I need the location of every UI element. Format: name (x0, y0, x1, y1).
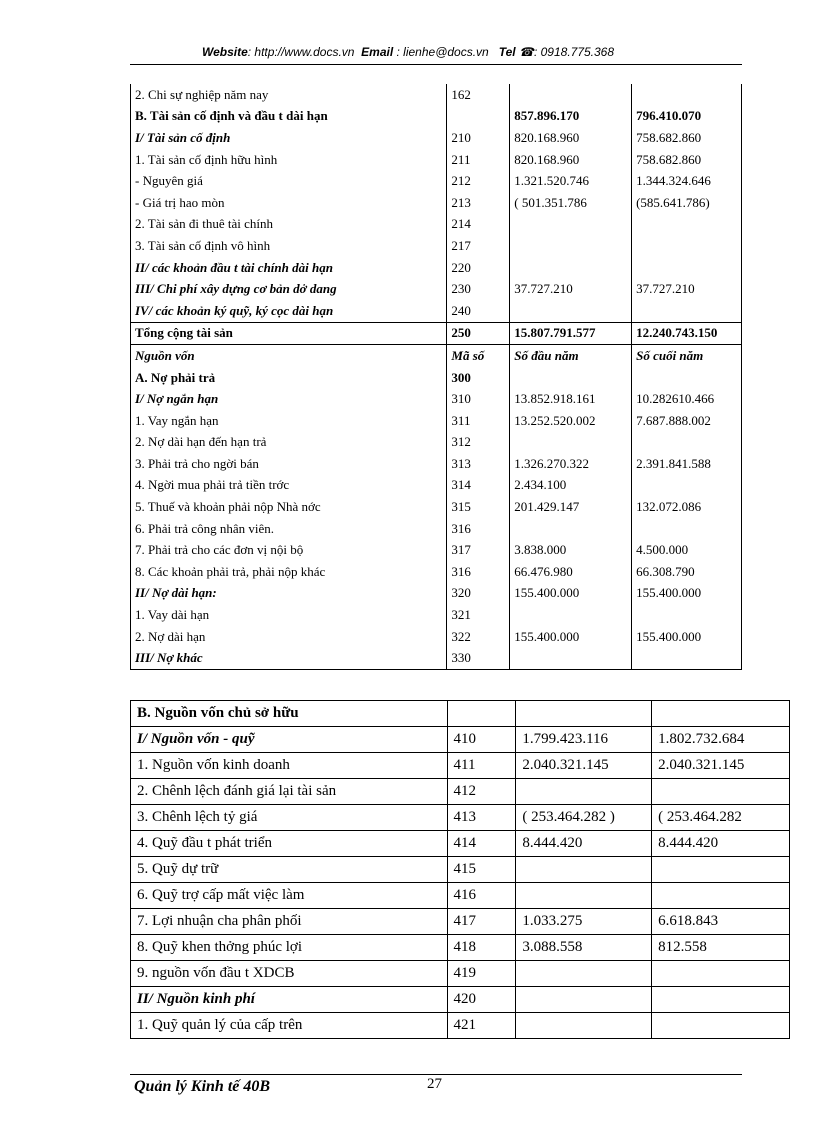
row-end-value (652, 779, 790, 805)
row-end-value (632, 235, 742, 257)
table-row (131, 626, 742, 648)
row-end-value (632, 214, 742, 236)
row-label: I/ Nợ ngắn hạn (131, 388, 447, 410)
row-start-value (510, 432, 632, 454)
row-start-value: 13.252.520.002 (510, 410, 632, 432)
row-code: 316 (447, 561, 510, 583)
row-code: 310 (447, 388, 510, 410)
row-start-value: 66.476.980 (510, 561, 632, 583)
row-code: 212 (447, 170, 510, 192)
row-start-value: 820.168.960 (510, 127, 632, 149)
row-label: - Nguyên giá (131, 170, 447, 192)
table-row (131, 753, 790, 779)
row-label: II/ Nguồn kinh phí (131, 987, 448, 1013)
row-end-value: 6.618.843 (652, 909, 790, 935)
phone-icon: ☎ (519, 45, 534, 59)
balance-sheet-table-2 (130, 700, 790, 1039)
table-row (131, 518, 742, 540)
table-row (131, 987, 790, 1013)
table-row (131, 214, 742, 236)
row-label: Tổng cộng tài sản (131, 322, 447, 345)
row-end-value (652, 701, 790, 727)
row-code: 213 (447, 192, 510, 214)
row-start-value (516, 987, 652, 1013)
row-code: 421 (447, 1013, 516, 1039)
row-label: 1. Tài sản cố định hữu hình (131, 149, 447, 171)
table-row (131, 345, 742, 367)
table-row (131, 909, 790, 935)
row-code: 413 (447, 805, 516, 831)
row-code: 214 (447, 214, 510, 236)
row-code: 321 (447, 604, 510, 626)
table-row (131, 453, 742, 475)
row-start-value (516, 1013, 652, 1039)
row-label: 9. nguồn vốn đầu t XDCB (131, 961, 448, 987)
row-label: 1. Vay dài hạn (131, 604, 447, 626)
row-code: 317 (447, 539, 510, 561)
row-code: 300 (447, 367, 510, 389)
row-end-value (632, 518, 742, 540)
row-start-value: 3.838.000 (510, 539, 632, 561)
email-label: Email (361, 45, 394, 59)
balance-sheet-table-1 (130, 84, 742, 670)
row-code (447, 701, 516, 727)
row-code: 412 (447, 779, 516, 805)
page-header (0, 45, 816, 59)
row-start-value (516, 857, 652, 883)
table-row (131, 779, 790, 805)
row-label: II/ các khoản đầu t tài chính dài hạn (131, 257, 447, 279)
row-code: 416 (447, 883, 516, 909)
row-start-value: 201.429.147 (510, 496, 632, 518)
row-start-value (510, 235, 632, 257)
row-label: A. Nợ phải trả (131, 367, 447, 389)
row-label: 8. Các khoản phải trả, phải nộp khác (131, 561, 447, 583)
row-end-value: 8.444.420 (652, 831, 790, 857)
row-code: 322 (447, 626, 510, 648)
row-code: 316 (447, 518, 510, 540)
row-code: 417 (447, 909, 516, 935)
tel-value: : 0918.775.368 (533, 45, 615, 59)
row-code: 217 (447, 235, 510, 257)
row-end-value: 812.558 (652, 935, 790, 961)
row-start-value: 1.321.520.746 (510, 170, 632, 192)
row-end-value: 155.400.000 (632, 626, 742, 648)
row-label: B. Nguồn vốn chủ sở hữu (131, 701, 448, 727)
table-row (131, 322, 742, 345)
row-end-value: 66.308.790 (632, 561, 742, 583)
table-row (131, 149, 742, 171)
page-number: 27 (427, 1076, 442, 1092)
row-label: 3. Tài sản cố định vô hình (131, 235, 447, 257)
row-end-value: 132.072.086 (632, 496, 742, 518)
table-row (131, 701, 790, 727)
row-start-value: 155.400.000 (510, 626, 632, 648)
row-code: 311 (447, 410, 510, 432)
row-start-value (516, 883, 652, 909)
row-code: 250 (447, 322, 510, 345)
table-row (131, 367, 742, 389)
row-code: 419 (447, 961, 516, 987)
table-row (131, 539, 742, 561)
row-start-value (510, 647, 632, 669)
table-row (131, 278, 742, 300)
row-end-value: 12.240.743.150 (632, 322, 742, 345)
row-start-value (510, 518, 632, 540)
row-end-value (632, 475, 742, 497)
row-label: B. Tài sản cố định và đầu t dài hạn (131, 106, 447, 128)
row-start-value: 2.040.321.145 (516, 753, 652, 779)
row-label: 1. Vay ngắn hạn (131, 410, 447, 432)
table-row (131, 235, 742, 257)
table-row (131, 106, 742, 128)
tel-label: Tel (498, 45, 516, 59)
row-start-value: 3.088.558 (516, 935, 652, 961)
row-code: 240 (447, 300, 510, 322)
row-end-value: 796.410.070 (632, 106, 742, 128)
table-row (131, 300, 742, 322)
row-label: 4. Ngời mua phải trả tiền trớc (131, 475, 447, 497)
table-row (131, 961, 790, 987)
table-row (131, 561, 742, 583)
row-code: 313 (447, 453, 510, 475)
row-label: 6. Phải trả công nhân viên. (131, 518, 447, 540)
table-row (131, 604, 742, 626)
row-start-value (516, 701, 652, 727)
row-start-value (510, 300, 632, 322)
table-row (131, 475, 742, 497)
table-row (131, 388, 742, 410)
row-label: 7. Phải trả cho các đơn vị nội bộ (131, 539, 447, 561)
row-label: 2. Chi sự nghiệp năm nay (131, 84, 447, 106)
row-label: 3. Chênh lệch tỷ giá (131, 805, 448, 831)
table-row (131, 170, 742, 192)
table-row (131, 84, 742, 106)
website-label: Website (201, 45, 248, 59)
table-row (131, 647, 742, 669)
row-label: 7. Lợi nhuận cha phân phối (131, 909, 448, 935)
row-end-value (632, 257, 742, 279)
row-start-value (516, 779, 652, 805)
row-end-value (632, 432, 742, 454)
row-start-value: 15.807.791.577 (510, 322, 632, 345)
row-code: 420 (447, 987, 516, 1013)
row-label: 1. Nguồn vốn kinh doanh (131, 753, 448, 779)
row-start-value (510, 367, 632, 389)
row-start-value: Số đầu năm (510, 345, 632, 367)
row-code: 418 (447, 935, 516, 961)
row-start-value: 155.400.000 (510, 583, 632, 605)
row-label: 1. Quỹ quản lý của cấp trên (131, 1013, 448, 1039)
table-row (131, 496, 742, 518)
table-row (131, 805, 790, 831)
row-start-value (510, 214, 632, 236)
row-end-value: 10.282610.466 (632, 388, 742, 410)
row-label: 2. Nợ dài hạn đến hạn trả (131, 432, 447, 454)
table-row (131, 857, 790, 883)
row-code: 220 (447, 257, 510, 279)
row-label: 6. Quỹ trợ cấp mất việc làm (131, 883, 448, 909)
table-row (131, 410, 742, 432)
row-end-value: Số cuối năm (632, 345, 742, 367)
row-start-value (510, 84, 632, 106)
row-end-value (652, 883, 790, 909)
row-label: IV/ các khoản ký quỹ, ký cọc dài hạn (131, 300, 447, 322)
row-code: 415 (447, 857, 516, 883)
row-end-value: 758.682.860 (632, 127, 742, 149)
row-code (447, 106, 510, 128)
row-end-value: ( 253.464.282 (652, 805, 790, 831)
row-start-value: 2.434.100 (510, 475, 632, 497)
row-code: Mã số (447, 345, 510, 367)
table-row (131, 432, 742, 454)
row-code: 211 (447, 149, 510, 171)
row-code: 314 (447, 475, 510, 497)
row-end-value: 37.727.210 (632, 278, 742, 300)
footer-divider (130, 1074, 742, 1075)
row-code: 410 (447, 727, 516, 753)
table-row (131, 127, 742, 149)
row-start-value: 37.727.210 (510, 278, 632, 300)
table-row (131, 583, 742, 605)
row-start-value: 8.444.420 (516, 831, 652, 857)
row-label: 2. Chênh lệch đánh giá lại tài sản (131, 779, 448, 805)
row-label: 2. Nợ dài hạn (131, 626, 447, 648)
row-start-value (516, 961, 652, 987)
row-start-value: 13.852.918.161 (510, 388, 632, 410)
row-end-value (652, 987, 790, 1013)
footer-title: Quản lý Kinh tế 40B (134, 1078, 271, 1095)
row-label: 3. Phải trả cho ngời bán (131, 453, 447, 475)
row-end-value: 758.682.860 (632, 149, 742, 171)
row-start-value: 1.799.423.116 (516, 727, 652, 753)
row-code: 162 (447, 84, 510, 106)
website-value: : http://www.docs.vn (247, 45, 355, 59)
row-code: 411 (447, 753, 516, 779)
row-end-value (652, 857, 790, 883)
row-end-value: 1.344.324.646 (632, 170, 742, 192)
row-code: 330 (447, 647, 510, 669)
row-start-value: ( 253.464.282 ) (516, 805, 652, 831)
row-code: 230 (447, 278, 510, 300)
row-label: III/ Nợ khác (131, 647, 447, 669)
email-value: : lienhe@docs.vn (396, 45, 489, 59)
row-label: 5. Quỹ dự trữ (131, 857, 448, 883)
row-end-value (652, 1013, 790, 1039)
row-end-value (632, 604, 742, 626)
row-end-value: 1.802.732.684 (652, 727, 790, 753)
table-row (131, 831, 790, 857)
row-label: III/ Chi phí xây dựng cơ bản dở dang (131, 278, 447, 300)
row-code: 312 (447, 432, 510, 454)
row-end-value (632, 367, 742, 389)
row-end-value: 2.391.841.588 (632, 453, 742, 475)
row-label: 5. Thuế và khoản phải nộp Nhà nớc (131, 496, 447, 518)
row-code: 414 (447, 831, 516, 857)
row-start-value: 857.896.170 (510, 106, 632, 128)
table-row (131, 935, 790, 961)
row-end-value (632, 84, 742, 106)
row-label: 8. Quỹ khen thởng phúc lợi (131, 935, 448, 961)
row-end-value (632, 300, 742, 322)
header-divider (130, 64, 742, 65)
row-end-value: 2.040.321.145 (652, 753, 790, 779)
table-row (131, 1013, 790, 1039)
row-end-value: 4.500.000 (632, 539, 742, 561)
row-label: II/ Nợ dài hạn: (131, 583, 447, 605)
row-label: 2. Tài sản đi thuê tài chính (131, 214, 447, 236)
row-end-value: (585.641.786) (632, 192, 742, 214)
row-end-value: 155.400.000 (632, 583, 742, 605)
row-start-value: ( 501.351.786 (510, 192, 632, 214)
row-label: - Giá trị hao mòn (131, 192, 447, 214)
table-row (131, 883, 790, 909)
row-start-value: 820.168.960 (510, 149, 632, 171)
row-end-value (632, 647, 742, 669)
row-label: 4. Quỹ đầu t phát triển (131, 831, 448, 857)
table-row (131, 192, 742, 214)
row-end-value: 7.687.888.002 (632, 410, 742, 432)
row-label: I/ Nguồn vốn - quỹ (131, 727, 448, 753)
table-row (131, 257, 742, 279)
row-end-value (652, 961, 790, 987)
row-code: 210 (447, 127, 510, 149)
row-start-value: 1.326.270.322 (510, 453, 632, 475)
row-start-value (510, 257, 632, 279)
row-start-value: 1.033.275 (516, 909, 652, 935)
row-start-value (510, 604, 632, 626)
row-code: 320 (447, 583, 510, 605)
row-code: 315 (447, 496, 510, 518)
table-row (131, 727, 790, 753)
row-label: Nguồn vốn (131, 345, 447, 367)
row-label: I/ Tài sản cố định (131, 127, 447, 149)
